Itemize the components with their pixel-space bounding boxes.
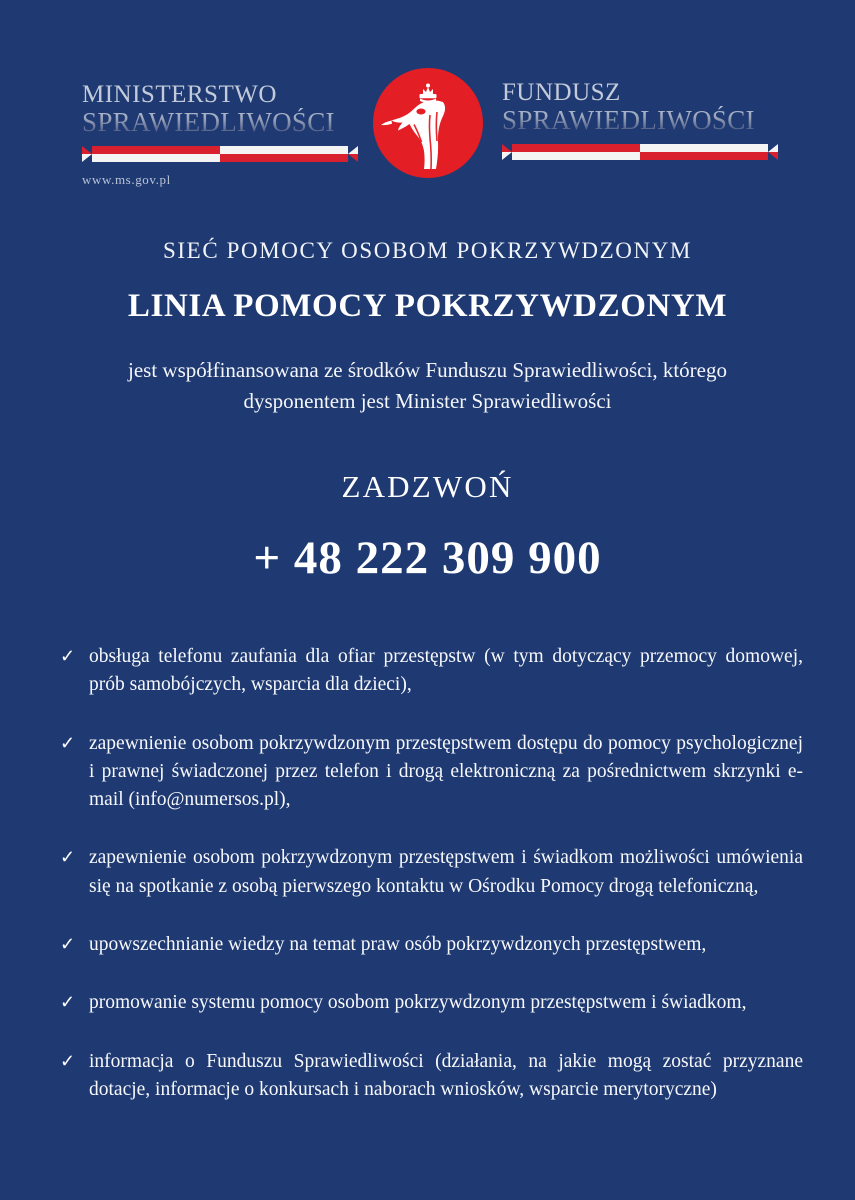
ribbon-notch-icon	[348, 146, 358, 162]
ministry-logo-line2: SPRAWIEDLIWOŚCI	[82, 108, 372, 136]
list-item-text: zapewnienie osobom pokrzywdzonym przestępstwem dostępu do pomocy psychologicznej i prawnej świadczonej przez telefon i drogą elektroniczną za pośrednictwem skrzynki e-mail (info@numersos.pl),	[89, 732, 803, 811]
list-item	[56, 931, 803, 959]
checkmark-icon: ✓	[60, 732, 76, 753]
ribbon-half-right	[220, 146, 358, 163]
funding-statement: jest współfinansowana ze środków Funduszu Sprawiedliwości, którego dysponentem jest Minister Sprawiedliwości	[128, 358, 727, 414]
list-item-text: informacja o Funduszu Sprawiedliwości (działania, na jakie mogą zostać przyznane dotacje, informacje o konkursach i naborach wniosków, wsparcie merytoryczne)	[89, 1050, 803, 1100]
ribbon-half-left	[82, 146, 220, 163]
ministry-logo-line1: MINISTERSTWO	[82, 81, 277, 108]
list-item	[56, 989, 803, 1017]
ribbon-stripe-red	[82, 146, 220, 154]
ribbon-half-right	[640, 144, 778, 161]
list-item	[56, 730, 803, 815]
checkmark-icon: ✓	[60, 1050, 76, 1071]
fund-logo-line2: SPRAWIEDLIWOŚCI	[502, 106, 787, 134]
ribbon-notch-icon	[502, 144, 512, 160]
services-list	[0, 643, 855, 1104]
checkmark-icon: ✓	[60, 992, 76, 1013]
headline-block	[0, 238, 855, 325]
ministry-logo	[82, 82, 372, 188]
ribbon-stripe-red	[640, 152, 778, 160]
list-item	[56, 643, 803, 700]
kicker-text: SIEĆ POMOCY OSOBOM POKRZYWDZONYM	[163, 238, 692, 263]
list-item-text: promowanie systemu pomocy osobom pokrzywdzonym przestępstwem i świadkom,	[89, 992, 747, 1014]
page-title: LINIA POMOCY POKRZYWDZONYM	[127, 288, 728, 324]
checkmark-icon: ✓	[60, 646, 76, 667]
ribbon-stripe-white	[220, 146, 358, 154]
fund-logo-line1: FUNDUSZ	[502, 79, 621, 106]
polish-eagle-emblem-icon	[373, 68, 483, 178]
checkmark-icon: ✓	[60, 847, 76, 868]
fund-logo	[502, 80, 787, 161]
list-item-text: zapewnienie osobom pokrzywdzonym przestępstwem i świadkom możliwości umówienia się na spotkanie z osobą pierwszego kontaktu w Ośrodku Pomocy drogą telefoniczną,	[89, 847, 803, 897]
list-item	[56, 844, 803, 901]
ribbon-stripe-white	[82, 154, 220, 162]
ribbon-notch-icon	[82, 146, 92, 162]
ministry-website-url[interactable]: www.ms.gov.pl	[82, 171, 171, 187]
list-item	[56, 1048, 803, 1105]
polish-flag-ribbon-left	[82, 146, 358, 163]
polish-flag-ribbon-right	[502, 144, 778, 161]
ribbon-notch-icon	[768, 144, 778, 160]
list-item-text: upowszechnianie wiedzy na temat praw osób pokrzywdzonych przestępstwem,	[89, 934, 707, 956]
helpline-phone-number[interactable]: + 48 222 309 900	[253, 532, 602, 585]
checkmark-icon: ✓	[60, 934, 76, 955]
ribbon-stripe-white	[640, 144, 778, 152]
logo-header	[0, 0, 855, 200]
list-item-text: obsługa telefonu zaufania dla ofiar przestępstw (w tym dotyczący przemocy domowej, prób samobójczych, wsparcia dla dzieci),	[89, 646, 803, 696]
ribbon-stripe-red	[220, 154, 358, 162]
ribbon-half-left	[502, 144, 640, 161]
ribbon-stripe-white	[502, 152, 640, 160]
ribbon-stripe-red	[502, 144, 640, 152]
call-to-action-label: ZADZWOŃ	[341, 469, 514, 505]
